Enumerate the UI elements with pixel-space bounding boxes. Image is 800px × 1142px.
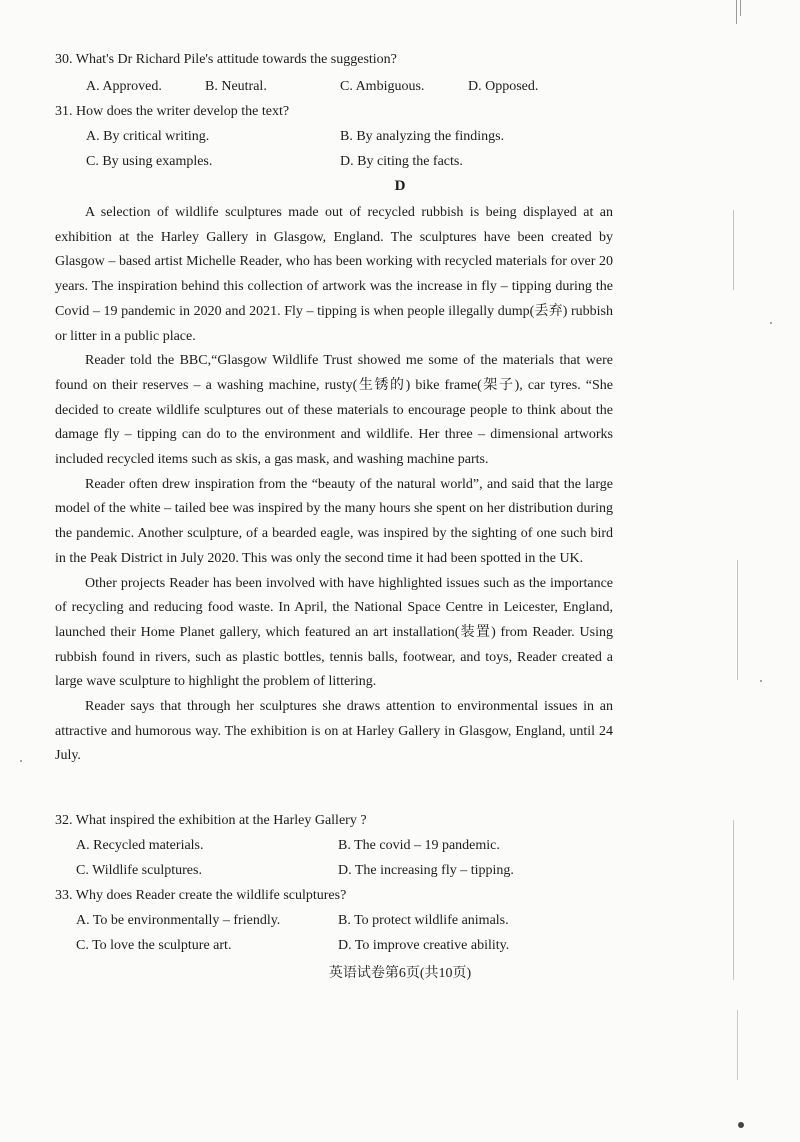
- question-33-option-b: B. To protect wildlife animals.: [338, 913, 509, 928]
- question-30-option-b: B. Neutral.: [205, 79, 267, 94]
- question-32-option-a: A. Recycled materials.: [76, 838, 204, 853]
- scan-mark: [740, 0, 741, 16]
- passage-paragraph: Other projects Reader has been involved with have highlighted issues such as the importance of recycling and reducing food waste. In April, the National Space Centre in Leicester, England, launched their Home Planet gallery, which featured an art installation(装置) from Reader. Using rubbish found in rivers, such as plastic bottles, tennis balls, footwear, and toys, Reader created a large wave sculpture to highlight the problem of littering.: [55, 575, 613, 690]
- reading-passage: [55, 201, 613, 769]
- section-title-d: D: [394, 178, 406, 194]
- passage-paragraph: Reader told the BBC,“Glasgow Wildlife Trust showed me some of the materials that were found on their reserves – a washing machine, rusty(生锈的) bike frame(架子), car tyres. “She decided to create wildlife sculptures out of these materials to encourage people to think about the damage fly – tipping can do to the environment and wildlife. Her three – dimensional artworks included recycled items such as skis, a gas mask, and washing machine parts.: [55, 353, 613, 468]
- scan-mark: [20, 760, 22, 762]
- question-31-stem: 31. How does the writer develop the text?: [55, 104, 290, 119]
- question-31-option-b: B. By analyzing the findings.: [340, 129, 505, 144]
- question-33-option-a: A. To be environmentally – friendly.: [76, 913, 281, 928]
- question-33-option-c: C. To love the sculpture art.: [76, 938, 232, 953]
- question-30-option-a: A. Approved.: [86, 79, 162, 94]
- question-33-stem: 33. Why does Reader create the wildlife sculptures?: [55, 888, 347, 903]
- scan-mark: [733, 820, 734, 980]
- question-30-option-c: C. Ambiguous.: [340, 79, 425, 94]
- passage-paragraph: A selection of wildlife sculptures made out of recycled rubbish is being displayed at an exhibition at the Harley Gallery in Glasgow, England. The sculptures have been created by Glasgow – based artist Michelle Reader, who has been working with recycled materials for over 20 years. The inspiration behind this collection of artwork was the increase in fly – tipping during the Covid – 19 pandemic in 2020 and 2021. Fly – tipping is when people illegally dump(丢弃) rubbish or litter in a public place.: [55, 205, 613, 344]
- question-33-option-d: D. To improve creative ability.: [338, 938, 510, 953]
- question-30-option-d: D. Opposed.: [468, 79, 539, 94]
- question-32-option-d: D. The increasing fly – tipping.: [338, 863, 514, 878]
- scan-mark: [770, 322, 772, 324]
- question-32-option-b: B. The covid – 19 pandemic.: [338, 838, 500, 853]
- page-footer: 英语试卷第6页(共10页): [328, 966, 472, 981]
- question-31-option-c: C. By using examples.: [86, 154, 213, 169]
- question-31-option-a: A. By critical writing.: [86, 129, 210, 144]
- scan-mark: [733, 210, 734, 290]
- question-32-stem: 32. What inspired the exhibition at the Harley Gallery ?: [55, 813, 367, 828]
- scan-mark: [738, 1122, 744, 1128]
- passage-paragraph: Reader often drew inspiration from the “beauty of the natural world”, and said that the large model of the white – tailed bee was inspired by the many hours she spent on her distribution during the pandemic. Another sculpture, of a bearded eagle, was inspired by the sighting of one such bird in the Peak District in July 2020. This was only the second time it had been spotted in the UK.: [55, 476, 613, 566]
- scan-mark: [737, 1010, 738, 1080]
- scan-mark: [737, 560, 738, 680]
- passage-paragraph: Reader says that through her sculptures she draws attention to environmental issues in an attractive and humorous way. The exhibition is on at Harley Gallery in Glasgow, England, until 24 July.: [55, 699, 613, 764]
- question-32-option-c: C. Wildlife sculptures.: [76, 863, 202, 878]
- scan-mark: [760, 680, 762, 682]
- question-31-option-d: D. By citing the facts.: [340, 154, 463, 169]
- scan-mark: [736, 0, 737, 24]
- question-30-stem: 30. What's Dr Richard Pile's attitude towards the suggestion?: [55, 52, 397, 67]
